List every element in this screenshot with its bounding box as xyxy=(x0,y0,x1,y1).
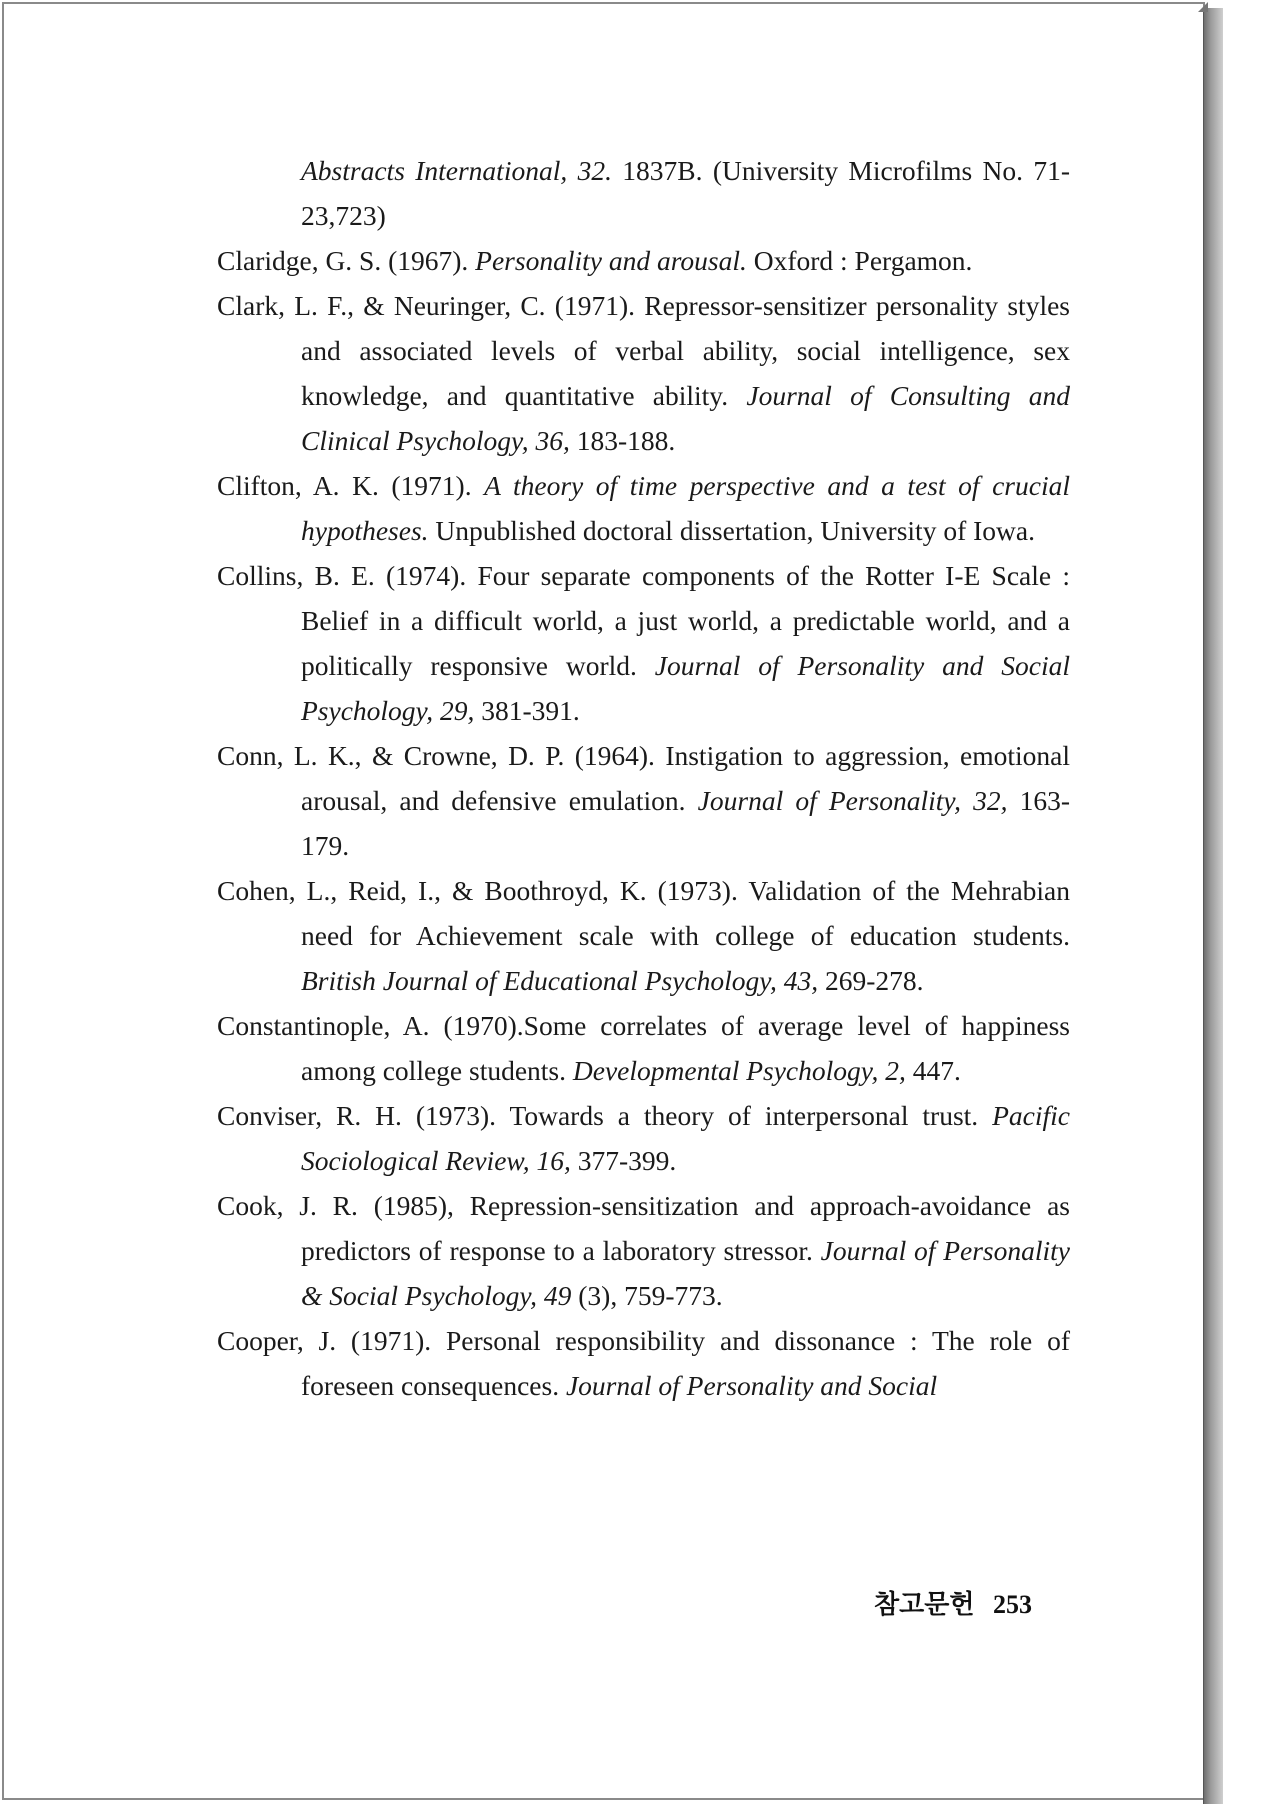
reference-text: 381-391. xyxy=(474,695,580,726)
reference-text: 163-179. xyxy=(301,785,1070,861)
reference-source-italic: British Journal of Educational Psychology, 43, xyxy=(301,965,819,996)
reference-text: Clark, L. F., & Neuringer, C. (1971). Repressor-sensitizer personality styles and associated levels of verbal ability, social intelligence, sex knowledge, and quantitative ability. xyxy=(217,290,1070,411)
reference-text: 447. xyxy=(905,1055,961,1086)
page-footer xyxy=(874,1584,1032,1621)
reference-source-italic: Developmental Psychology, 2, xyxy=(572,1055,906,1086)
page-edge-corner xyxy=(1198,2,1208,12)
reference-text: Claridge, G. S. (1967). xyxy=(217,245,476,276)
reference-text: Unpublished doctoral dissertation, University of Iowa. xyxy=(428,515,1035,546)
footer-section-title: 참고문헌 xyxy=(874,1590,975,1620)
reference-text: Cohen, L., Reid, I., & Boothroyd, K. (1973). Validation of the Mehrabian need for Achievement scale with college of education students. xyxy=(217,875,1070,951)
reference-entry xyxy=(217,283,1070,463)
reference-entry xyxy=(217,1003,1070,1093)
reference-source-italic: Personality and arousal. xyxy=(475,245,747,276)
reference-text: Oxford : Pergamon. xyxy=(746,245,973,276)
reference-text: Conviser, R. H. (1973). Towards a theory of interpersonal trust. xyxy=(217,1100,993,1131)
reference-text: Cooper, J. (1971). Personal responsibility and dissonance : The role of foreseen consequences. xyxy=(217,1325,1070,1401)
reference-text: 183-188. xyxy=(569,425,676,456)
document-page xyxy=(2,2,1205,1800)
reference-text: Constantinople, A. (1970).Some correlates of average level of happiness among college students. xyxy=(217,1010,1070,1086)
reference-entry xyxy=(217,238,1070,283)
reference-source-italic: Journal of Personality and Social xyxy=(565,1370,938,1401)
reference-source-italic: Journal of Personality and Social Psychology, 29, xyxy=(301,650,1070,726)
reference-source-italic: Journal of Consulting and Clinical Psychology, 36, xyxy=(301,380,1070,456)
reference-source-italic: Journal of Personality & Social Psychology, 49 xyxy=(301,1235,1070,1311)
reference-entry xyxy=(217,1183,1070,1318)
reference-text: Clifton, A. K. (1971). xyxy=(217,470,485,501)
reference-source-italic: Abstracts International, 32. xyxy=(301,155,612,186)
reference-entry xyxy=(217,1093,1070,1183)
reference-entry xyxy=(217,733,1070,868)
reference-entry xyxy=(217,463,1070,553)
reference-entry xyxy=(217,868,1070,1003)
reference-entry xyxy=(217,1318,1070,1408)
reference-source-italic: A theory of time perspective and a test of crucial hypotheses. xyxy=(301,470,1070,546)
reference-list xyxy=(217,148,1070,1408)
reference-text: 269-278. xyxy=(818,965,924,996)
reference-source-italic: Journal of Personality, 32, xyxy=(697,785,1008,816)
reference-entry xyxy=(217,553,1070,733)
reference-text: Collins, B. E. (1974). Four separate components of the Rotter I-E Scale : Belief in a difficult world, a just world, a predictable world, and a politically responsive world. xyxy=(217,560,1070,681)
reference-source-italic: Pacific Sociological Review, 16, xyxy=(301,1100,1070,1176)
page-edge-shadow xyxy=(1203,8,1223,1804)
reference-text: 1837B. (University Microfilms No. 71-23,723) xyxy=(301,155,1070,231)
reference-text: Conn, L. K., & Crowne, D. P. (1964). Instigation to aggression, emotional arousal, and defensive emulation. xyxy=(217,740,1070,816)
reference-text: (3), 759-773. xyxy=(571,1280,723,1311)
reference-entry xyxy=(217,148,1070,238)
reference-text: Cook, J. R. (1985), Repression-sensitization and approach-avoidance as predictors of response to a laboratory stressor. xyxy=(217,1190,1070,1266)
reference-text: 377-399. xyxy=(570,1145,677,1176)
footer-page-number: 253 xyxy=(992,1590,1032,1619)
